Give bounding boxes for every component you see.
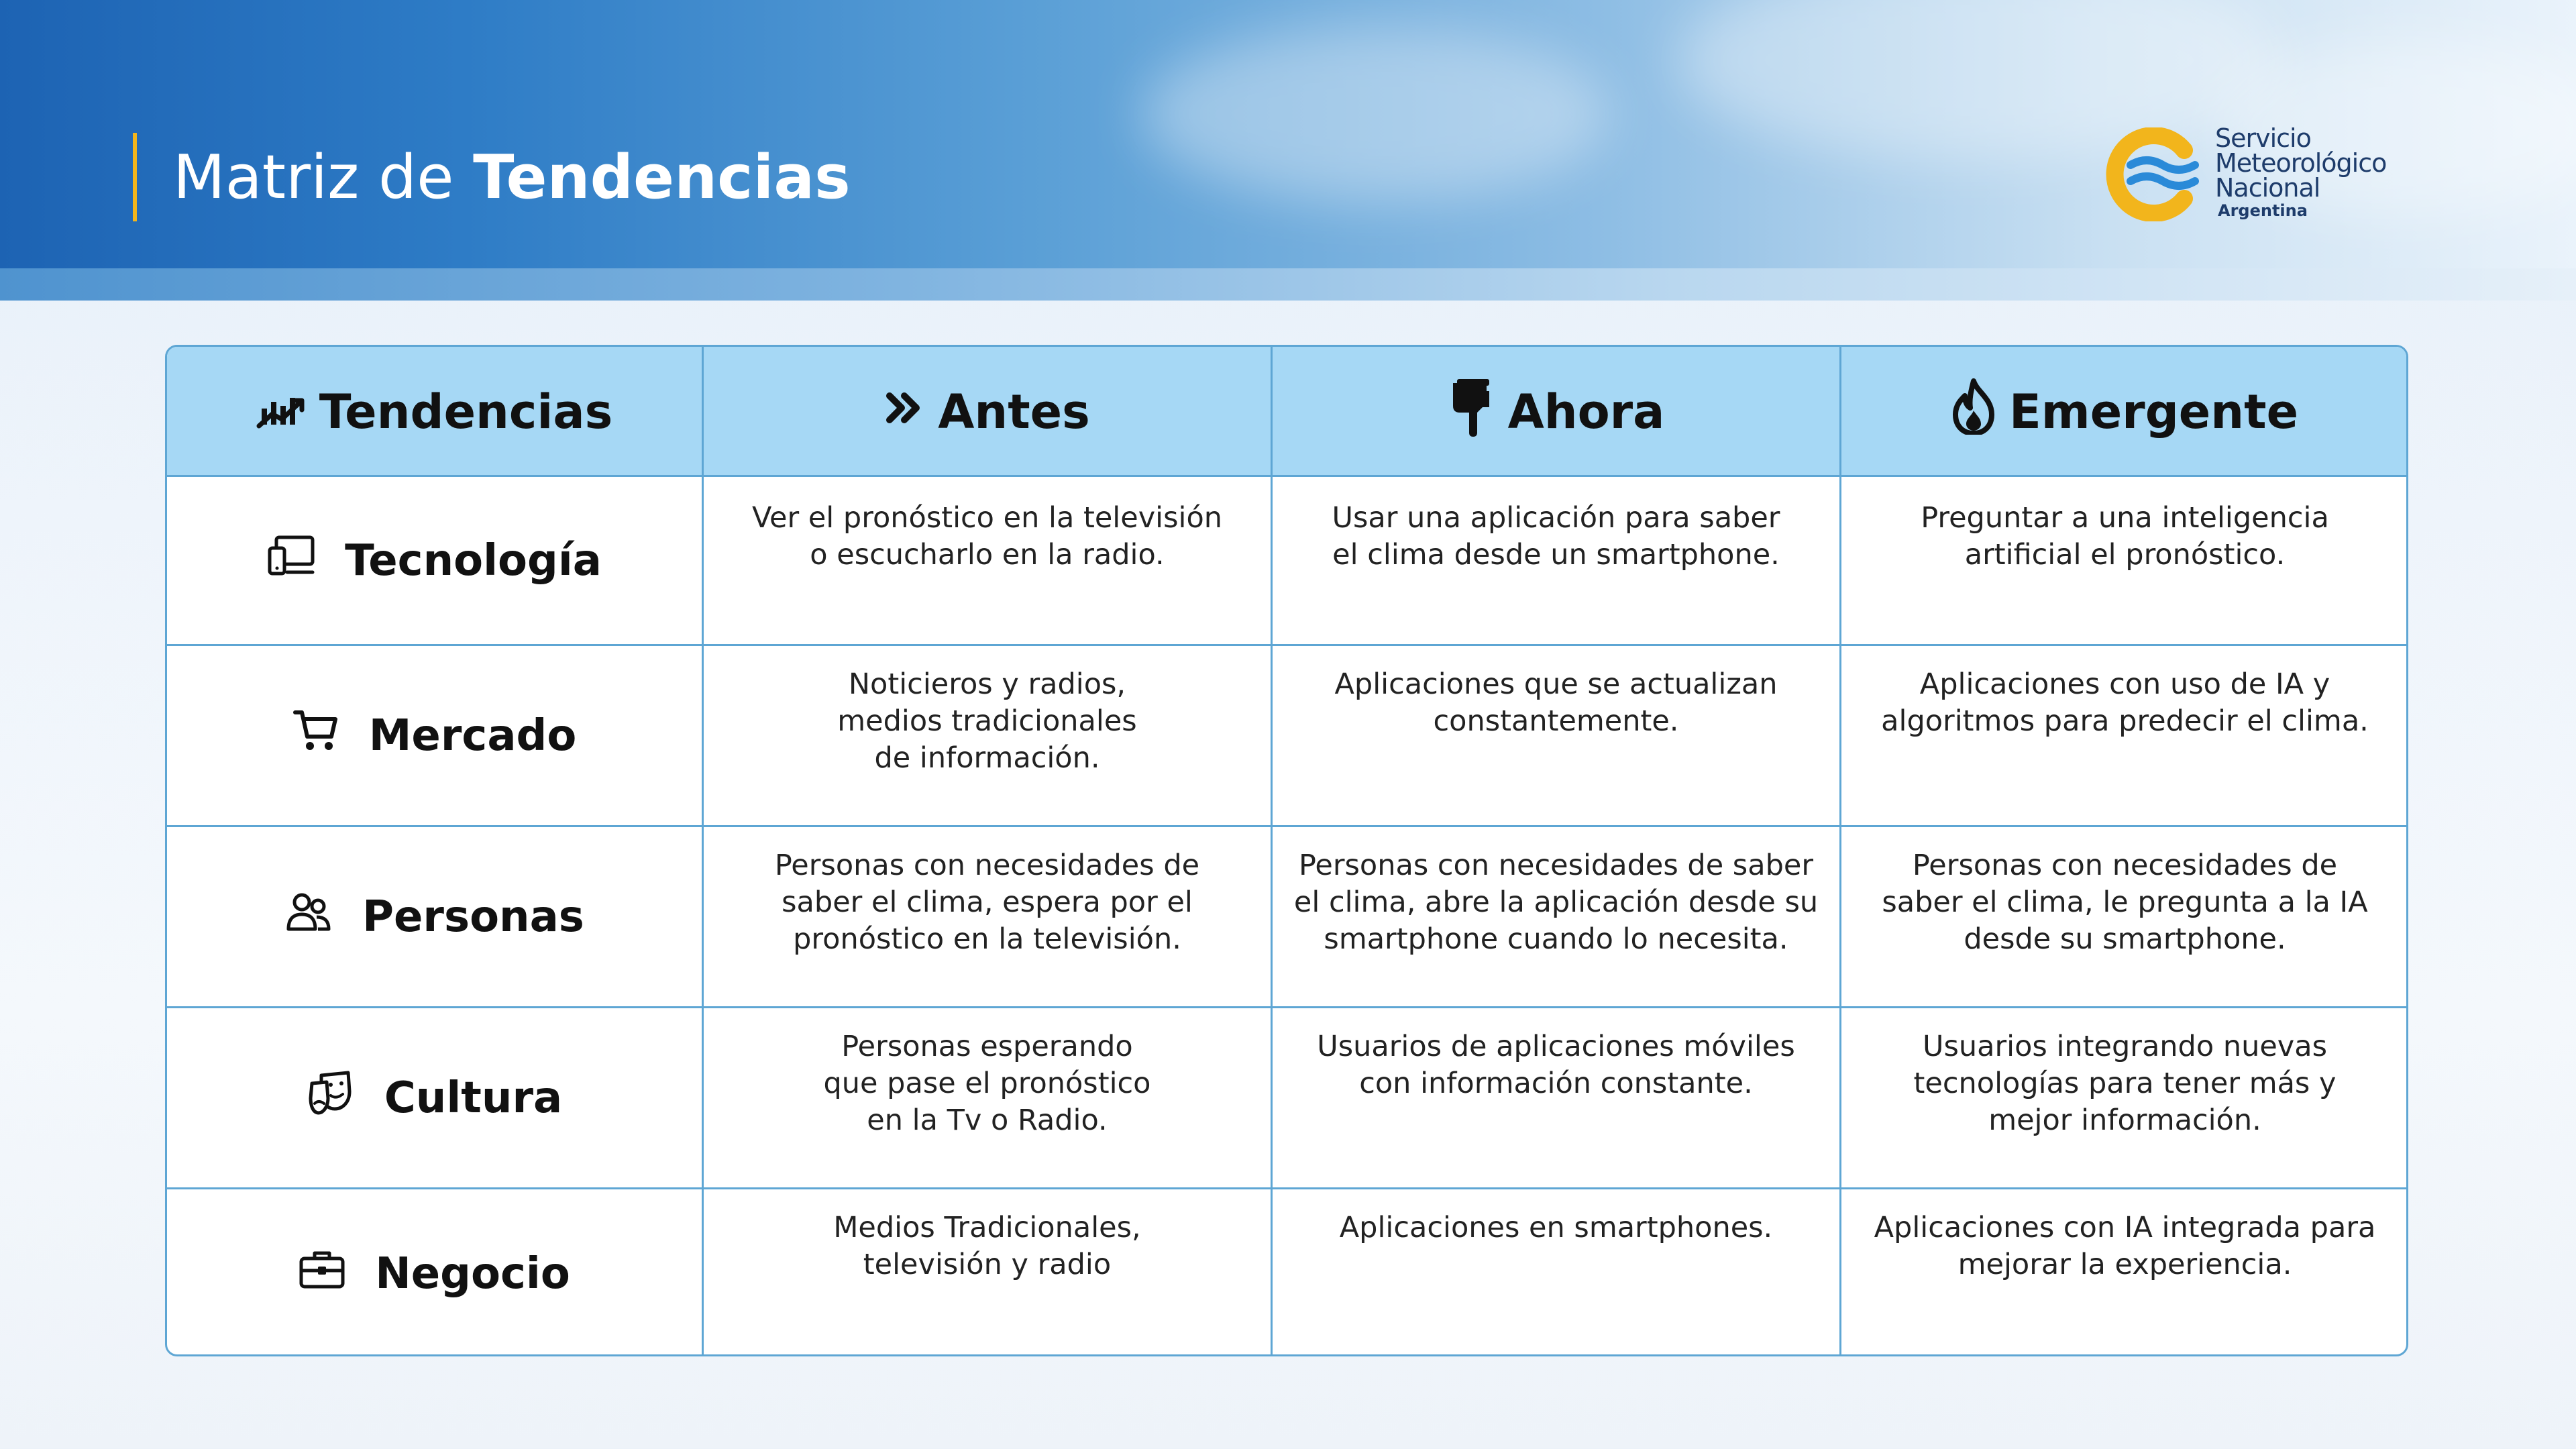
fire-icon bbox=[1951, 378, 1996, 446]
row-label-negocio bbox=[167, 1189, 702, 1356]
row-label-tecnologia bbox=[167, 477, 702, 644]
cell-mercado-antes: Noticieros y radios, medios tradicionales de información. bbox=[837, 667, 1137, 775]
row-label-text: Tecnología bbox=[345, 535, 602, 586]
cell-cultura-antes: Personas esperando que pase el pronóstico en la Tv o Radio. bbox=[823, 1030, 1151, 1137]
cell-cultura-ahora: Usuarios de aplicaciones móviles con información constante. bbox=[1317, 1030, 1795, 1100]
trend-chart-icon bbox=[256, 382, 306, 443]
cell-cultura-emergente: Usuarios integrando nuevas tecnologías para tener más y mejor información. bbox=[1913, 1030, 2337, 1137]
devices-icon bbox=[267, 535, 315, 587]
briefcase-icon bbox=[299, 1248, 345, 1300]
cell-personas-emergente: Personas con necesidades de saber el clima, le pregunta a la IA desde su smartphone. bbox=[1882, 849, 2368, 956]
logo-line-1: Servicio bbox=[2215, 123, 2311, 153]
cell-mercado-ahora: Aplicaciones que se actualizan constantemente. bbox=[1334, 667, 1778, 738]
row-label-personas bbox=[167, 827, 702, 1006]
double-chevron-right-icon bbox=[884, 384, 924, 439]
header-ahora bbox=[1273, 347, 1839, 477]
header-strip bbox=[0, 268, 2576, 301]
row-label-mercado bbox=[167, 646, 702, 825]
cell-mercado-emergente: Aplicaciones con uso de IA y algoritmos para predecir el clima. bbox=[1881, 667, 2369, 738]
smn-logo-text bbox=[2215, 123, 2387, 221]
logo-country: Argentina bbox=[2218, 201, 2308, 220]
row-label-cultura bbox=[167, 1008, 702, 1187]
title-accent-bar bbox=[133, 133, 137, 221]
header-tendencias bbox=[167, 347, 702, 477]
row-label-text: Personas bbox=[362, 892, 584, 942]
theater-masks-icon bbox=[307, 1069, 355, 1128]
cell-negocio-antes: Medios Tradicionales, televisión y radio bbox=[833, 1211, 1141, 1281]
title-bold: Tendencias bbox=[473, 142, 851, 213]
header-label: Ahora bbox=[1507, 384, 1665, 439]
row-label-text: Cultura bbox=[384, 1073, 563, 1123]
page-title bbox=[173, 134, 851, 221]
header-label: Antes bbox=[938, 384, 1090, 439]
hand-pointing-down-icon bbox=[1448, 376, 1495, 448]
row-label-text: Mercado bbox=[368, 710, 577, 761]
header-antes bbox=[704, 347, 1271, 477]
cell-tecnologia-antes: Ver el pronóstico en la televisión o escucharlo en la radio. bbox=[751, 501, 1223, 572]
cell-negocio-ahora: Aplicaciones en smartphones. bbox=[1339, 1211, 1773, 1244]
cell-tecnologia-ahora: Usar una aplicación para saber el clima desde un smartphone. bbox=[1332, 501, 1780, 572]
shopping-cart-icon bbox=[292, 708, 339, 763]
smn-logo-mark-icon bbox=[2105, 127, 2206, 221]
header-label: Tendencias bbox=[319, 384, 613, 439]
cell-tecnologia-emergente: Preguntar a una inteligencia artificial el pronóstico. bbox=[1921, 501, 2329, 572]
header-emergente bbox=[1841, 347, 2408, 477]
logo-line-3: Nacional bbox=[2215, 173, 2320, 203]
cell-personas-ahora: Personas con necesidades de saber el clima, abre la aplicación desde su smartphone cuando lo necesita. bbox=[1293, 849, 1819, 956]
header-label: Emergente bbox=[2008, 384, 2299, 439]
cell-negocio-emergente: Aplicaciones con IA integrada para mejorar la experiencia. bbox=[1874, 1211, 2376, 1281]
cell-personas-antes: Personas con necesidades de saber el clima, espera por el pronóstico en la televisión. bbox=[774, 849, 1200, 956]
row-label-text: Negocio bbox=[375, 1249, 570, 1299]
people-icon bbox=[284, 890, 333, 944]
trends-matrix-table bbox=[165, 345, 2408, 1356]
logo-line-2: Meteorológico bbox=[2215, 148, 2387, 178]
title-light: Matriz de bbox=[173, 142, 474, 213]
smn-logo bbox=[2105, 123, 2400, 220]
